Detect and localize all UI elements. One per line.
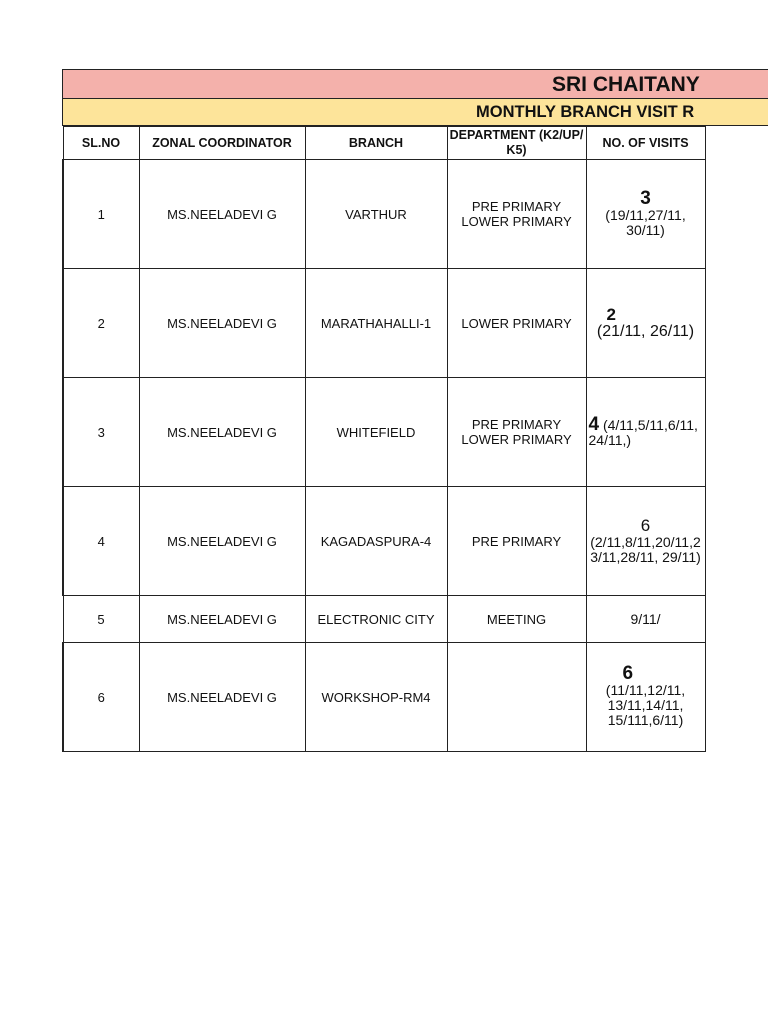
header-department: DEPARTMENT (K2/UP/ K5) — [447, 127, 586, 160]
cell-branch: WORKSHOP-RM4 — [305, 643, 447, 752]
cell-coordinator: MS.NEELADEVI G — [139, 269, 305, 378]
cell-coordinator: MS.NEELADEVI G — [139, 378, 305, 487]
cell-slno: 1 — [63, 160, 139, 269]
department-line: LOWER PRIMARY — [461, 432, 572, 447]
visit-dates: 9/11/ — [630, 610, 661, 627]
visit-table — [62, 126, 706, 752]
table-row — [63, 378, 705, 487]
cell-visits — [586, 160, 705, 269]
header-coordinator: ZONAL COORDINATOR — [139, 127, 305, 160]
visit-count: 4 — [588, 413, 600, 435]
department-line: PRE PRIMARY — [471, 533, 562, 549]
cell-department: MEETING — [447, 596, 586, 643]
header-slno: SL.NO — [63, 127, 139, 160]
visit-count: 2 — [606, 305, 616, 324]
report-subtitle-bar — [62, 99, 768, 126]
cell-branch: MARATHAHALLI-1 — [305, 269, 447, 378]
visit-dates: (2/11,8/11,20/11,23/11,28/11, 29/11) — [590, 533, 701, 565]
visit-dates: (4/11,5/11,6/11, 24/11,) — [588, 416, 698, 448]
cell-department — [447, 378, 586, 487]
cell-department — [447, 643, 586, 752]
table-row — [63, 160, 705, 269]
cell-slno: 5 — [63, 596, 139, 643]
cell-branch: KAGADASPURA-4 — [305, 487, 447, 596]
cell-coordinator: MS.NEELADEVI G — [139, 487, 305, 596]
visit-count: 6 — [622, 663, 634, 684]
visit-count: 3 — [640, 187, 651, 209]
report-title-bar — [62, 69, 768, 99]
cell-coordinator: MS.NEELADEVI G — [139, 643, 305, 752]
report-subtitle: MONTHLY BRANCH VISIT R — [476, 103, 695, 121]
cell-visits — [586, 643, 705, 752]
department-line: PRE PRIMARY — [471, 417, 562, 432]
cell-slno: 3 — [63, 378, 139, 487]
cell-slno: 6 — [63, 643, 139, 752]
cell-branch: ELECTRONIC CITY — [305, 596, 447, 643]
visit-count: 6 — [640, 515, 651, 535]
cell-department — [447, 487, 586, 596]
header-branch: BRANCH — [305, 127, 447, 160]
table-row — [63, 487, 705, 596]
table-row — [63, 269, 705, 378]
header-row — [63, 127, 705, 160]
cell-coordinator: MS.NEELADEVI G — [139, 596, 305, 643]
cell-slno: 2 — [63, 269, 139, 378]
table-row — [63, 643, 705, 752]
cell-slno: 4 — [63, 487, 139, 596]
cell-visits — [586, 596, 705, 643]
cell-department — [447, 269, 586, 378]
cell-visits — [586, 487, 705, 596]
cell-branch: VARTHUR — [305, 160, 447, 269]
department-line: PRE PRIMARY — [471, 199, 562, 214]
cell-branch: WHITEFIELD — [305, 378, 447, 487]
department-line: LOWER PRIMARY — [461, 315, 572, 331]
visit-dates: (11/11,12/11, 13/11,14/11, 15/111,6/11) — [605, 682, 686, 728]
header-visits: NO. OF VISITS — [586, 127, 705, 160]
cell-visits — [586, 378, 705, 487]
cell-coordinator: MS.NEELADEVI G — [139, 160, 305, 269]
department-line: LOWER PRIMARY — [461, 214, 572, 229]
visit-dates: (19/11,27/11, 30/11) — [605, 206, 686, 238]
table-row — [63, 596, 705, 643]
report-title: SRI CHAITANY — [552, 73, 700, 96]
visit-dates: (21/11, 26/11) — [596, 323, 695, 340]
cell-visits — [586, 269, 705, 378]
cell-department — [447, 160, 586, 269]
